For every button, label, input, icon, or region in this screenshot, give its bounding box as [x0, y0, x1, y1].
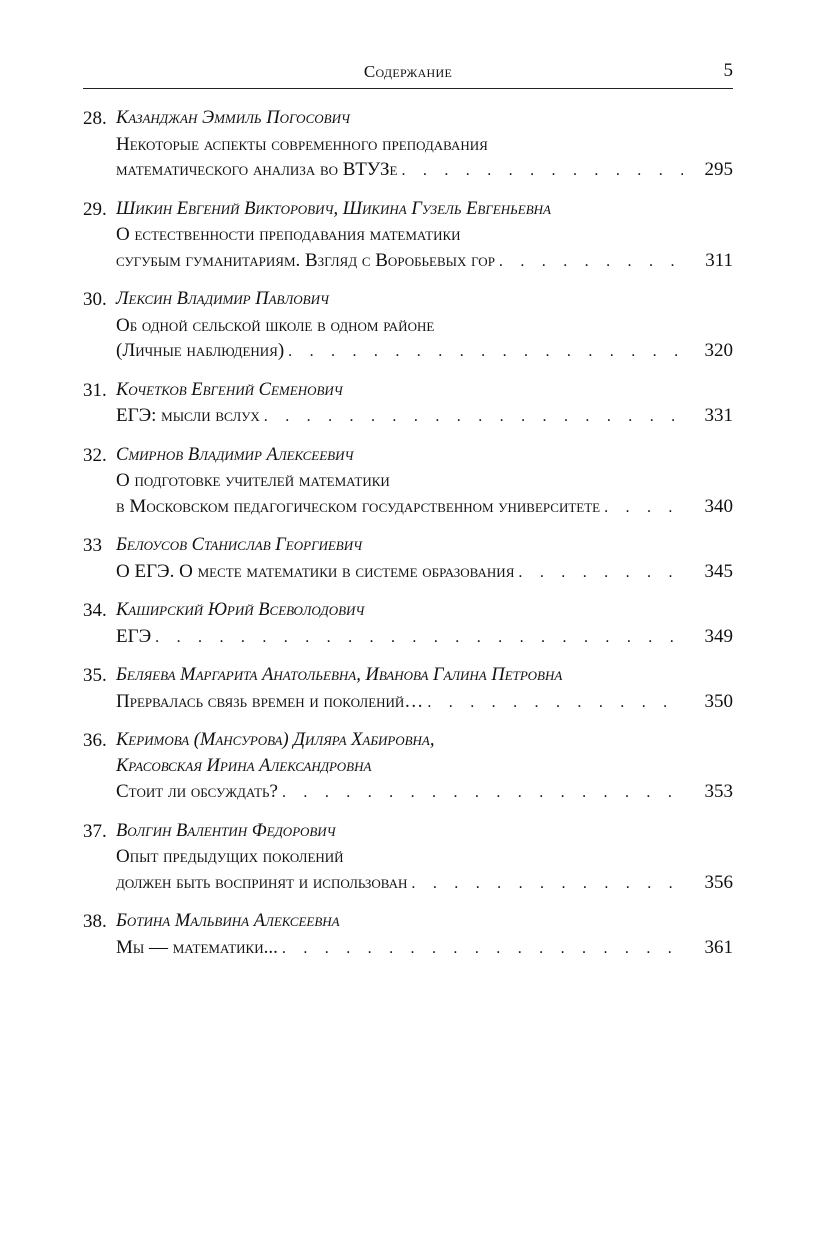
- toc-author-line: [83, 197, 733, 223]
- toc-entry: [83, 378, 733, 430]
- entry-number: 30.: [83, 289, 107, 310]
- entry-title-row: [83, 248, 733, 275]
- entry-author: Керимова (Мансурова) Диляра Хабировна,: [116, 730, 435, 750]
- entry-number: 28.: [83, 108, 107, 129]
- entry-title-line: Некоторые аспекты современного преподавания: [116, 133, 488, 155]
- dot-leader: [499, 249, 683, 275]
- toc-entry: [83, 909, 733, 961]
- entry-author: Лексин Владимир Павлович: [116, 289, 329, 309]
- toc-author-line: [83, 533, 733, 559]
- entry-title-row: [83, 624, 733, 651]
- entry-author: Кочетков Евгений Семенович: [116, 379, 343, 400]
- entry-page-number: 356: [704, 871, 733, 893]
- toc-author-line: [83, 728, 733, 754]
- entry-title-row: [83, 157, 733, 184]
- entry-author: Смирнов Владимир Алексеевич: [116, 444, 354, 465]
- dot-leader: [264, 404, 683, 430]
- entry-author: Беляева Маргарита Анатольевна, Иванова Галина Петровна: [116, 665, 563, 685]
- toc-entry: [83, 598, 733, 650]
- dot-leader: [401, 158, 683, 184]
- table-of-contents: [83, 106, 733, 974]
- entry-page-number: 350: [704, 690, 733, 712]
- entry-page-number: 349: [704, 625, 733, 647]
- entry-page-number: 295: [704, 159, 733, 180]
- entry-title-line: Опыт предыдущих поколений: [116, 846, 344, 867]
- toc-entry: [83, 287, 733, 365]
- dot-leader: [604, 495, 683, 521]
- toc-entry: [83, 663, 733, 715]
- dot-leader: [411, 871, 683, 897]
- entry-title-line: должен быть воспринят и использован: [116, 871, 408, 893]
- entry-number: 32.: [83, 444, 107, 466]
- entry-number: 29.: [83, 198, 107, 220]
- entry-title-row: [83, 403, 733, 430]
- dot-leader: [427, 690, 683, 716]
- dot-leader: [282, 936, 683, 962]
- entry-title-line: О естественности преподавания математики: [116, 224, 461, 245]
- entry-title-line: (Личные наблюдения): [116, 340, 285, 361]
- entry-title-line: ЕГЭ: мысли вслух: [116, 405, 260, 426]
- entry-author: Казанджан Эммиль Погосович: [116, 108, 350, 128]
- entry-number: 38.: [83, 911, 107, 932]
- toc-entry: [83, 533, 733, 585]
- entry-author: Белоусов Станислав Георгиевич: [116, 535, 363, 555]
- toc-entry: [83, 728, 733, 806]
- entry-number: 35.: [83, 665, 107, 686]
- entry-author: Каширский Юрий Всеволодович: [116, 600, 365, 620]
- entry-title-row: [83, 935, 733, 962]
- toc-author-line: [83, 663, 733, 689]
- entry-title-row: [83, 689, 733, 716]
- entry-number: 33: [83, 535, 102, 556]
- toc-author-line: [83, 819, 733, 845]
- entry-page-number: 331: [704, 405, 733, 426]
- entry-title-row: [83, 559, 733, 586]
- toc-author-line: [83, 754, 733, 780]
- entry-title-line: математического анализа во ВТУЗе: [116, 159, 398, 180]
- entry-title-line: Мы — математики...: [116, 936, 278, 958]
- entry-title-row: [83, 338, 733, 365]
- entry-title-line: ЕГЭ: [116, 625, 152, 647]
- entry-title-row: [83, 779, 733, 806]
- entry-author: Волгин Валентин Федорович: [116, 820, 336, 841]
- entry-title-line: Об одной сельской школе в одном районе: [116, 314, 435, 336]
- entry-page-number: 353: [704, 781, 733, 802]
- entry-author: Шикин Евгений Викторович, Шикина Гузель Евгеньевна: [116, 198, 551, 219]
- toc-author-line: [83, 443, 733, 469]
- toc-entry: [83, 819, 733, 897]
- toc-author-line: [83, 909, 733, 935]
- toc-author-line: [83, 287, 733, 313]
- entry-title-row: [83, 494, 733, 521]
- header-title: Содержание: [363, 62, 453, 81]
- toc-author-line: [83, 106, 733, 132]
- entry-page-number: 320: [704, 340, 733, 361]
- dot-leader: [288, 339, 683, 365]
- entry-author: Красовская Ирина Александровна: [116, 755, 372, 776]
- dot-leader: [518, 560, 683, 586]
- page-number: 5: [723, 60, 733, 81]
- toc-entry: [83, 106, 733, 184]
- entry-title-line: О ЕГЭ. О месте математики в системе образования: [116, 560, 515, 582]
- entry-page-number: 311: [705, 249, 733, 271]
- entry-number: 37.: [83, 820, 107, 842]
- running-header: [83, 60, 733, 89]
- entry-title-line: Стоит ли обсуждать?: [116, 781, 278, 802]
- entry-page-number: 361: [704, 936, 733, 958]
- entry-number: 36.: [83, 730, 107, 751]
- entry-title-line: сугубым гуманитариям. Взгляд с Воробьевых гор: [116, 249, 495, 271]
- entry-page-number: 345: [704, 560, 733, 582]
- entry-title-line: О подготовке учителей математики: [116, 470, 390, 491]
- entry-author: Ботина Мальвина Алексеевна: [116, 911, 340, 931]
- toc-author-line: [83, 378, 733, 404]
- toc-entry: [83, 443, 733, 521]
- entry-page-number: 340: [704, 495, 733, 517]
- entry-number: 34.: [83, 600, 107, 621]
- toc-author-line: [83, 598, 733, 624]
- toc-entry: [83, 197, 733, 275]
- entry-number: 31.: [83, 379, 107, 401]
- entry-title-line: в Московском педагогическом государственном университете: [116, 495, 601, 517]
- entry-title-line: Прервалась связь времен и поколений…: [116, 690, 424, 712]
- entry-title-row: [83, 870, 733, 897]
- dot-leader: [155, 625, 683, 651]
- dot-leader: [282, 780, 683, 806]
